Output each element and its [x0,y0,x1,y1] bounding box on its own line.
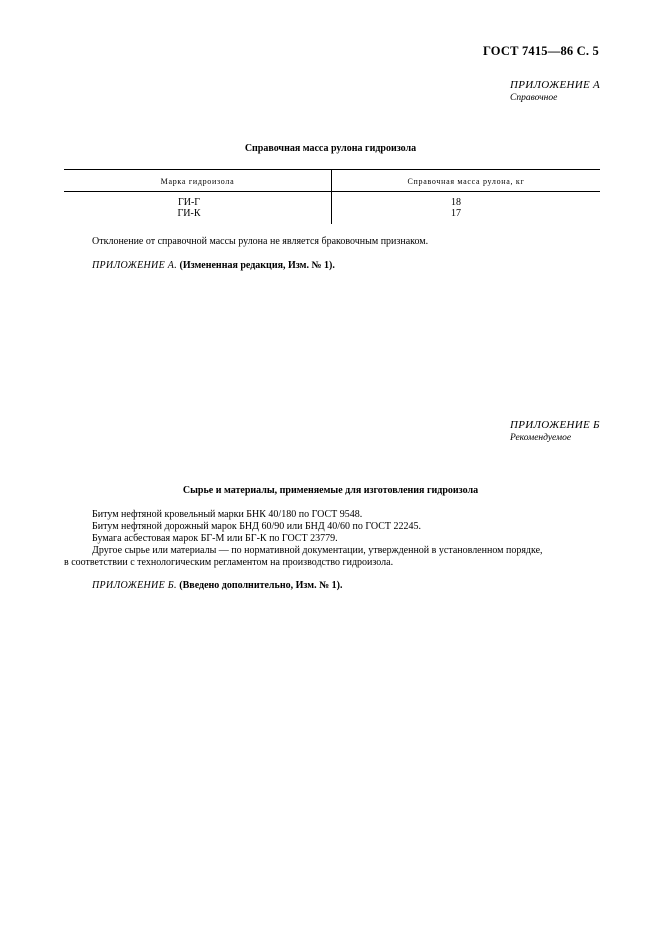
appendix-a-revision-text: (Измененная редакция, Изм. № 1). [179,260,335,271]
table-cell-mark: ГИ-Г [177,197,201,208]
appendix-b-revision [92,580,342,591]
appendix-b-revision-text: (Введено дополнительно, Изм. № 1). [179,580,343,591]
table-cell-mark: ГИ-К [177,208,201,219]
table-cell-mass: 17 [451,208,461,219]
appendix-a-revision-label: ПРИЛОЖЕНИЕ А. [92,260,177,271]
appendix-a-label: ПРИЛОЖЕНИЕ А [510,79,601,91]
appendix-b-title: Сырье и материалы, применяемые для изготовления гидроизола [182,485,479,496]
appendix-a-title: Справочная масса рулона гидроизола [244,143,417,154]
appendix-b-line: Другое сырье или материалы — по нормативной документации, утвержденной в установленном порядке, [92,545,543,556]
appendix-b-revision-label: ПРИЛОЖЕНИЕ Б. [92,580,177,591]
appendix-a-type: Справочное [510,93,558,103]
appendix-b-line: Битум нефтяной дорожный марок БНД 60/90 или БНД 40/60 по ГОСТ 22245. [92,521,422,532]
appendix-b-line: в соответствии с технологическим регламентом на производство гидроизола. [64,557,394,568]
appendix-b-type: Рекомендуемое [510,433,572,443]
appendix-b-line: Битум нефтяной кровельный марки БНК 40/180 по ГОСТ 9548. [92,509,363,520]
page-header: ГОСТ 7415—86 С. 5 [482,44,599,58]
table-header-mark: Марка гидроизола [160,177,235,186]
appendix-b-label: ПРИЛОЖЕНИЕ Б [510,419,600,431]
table-cell-mass: 18 [451,197,461,208]
table-header-mass: Справочная масса рулона, кг [407,177,525,186]
appendix-b-line: Бумага асбестовая марок БГ-М или БГ-К по ГОСТ 23779. [92,533,338,544]
appendix-a-revision [92,260,335,271]
table-header-rule [64,191,600,192]
appendix-a-note: Отклонение от справочной массы рулона не является браковочным признаком. [92,236,429,247]
table-top-rule [64,169,600,170]
